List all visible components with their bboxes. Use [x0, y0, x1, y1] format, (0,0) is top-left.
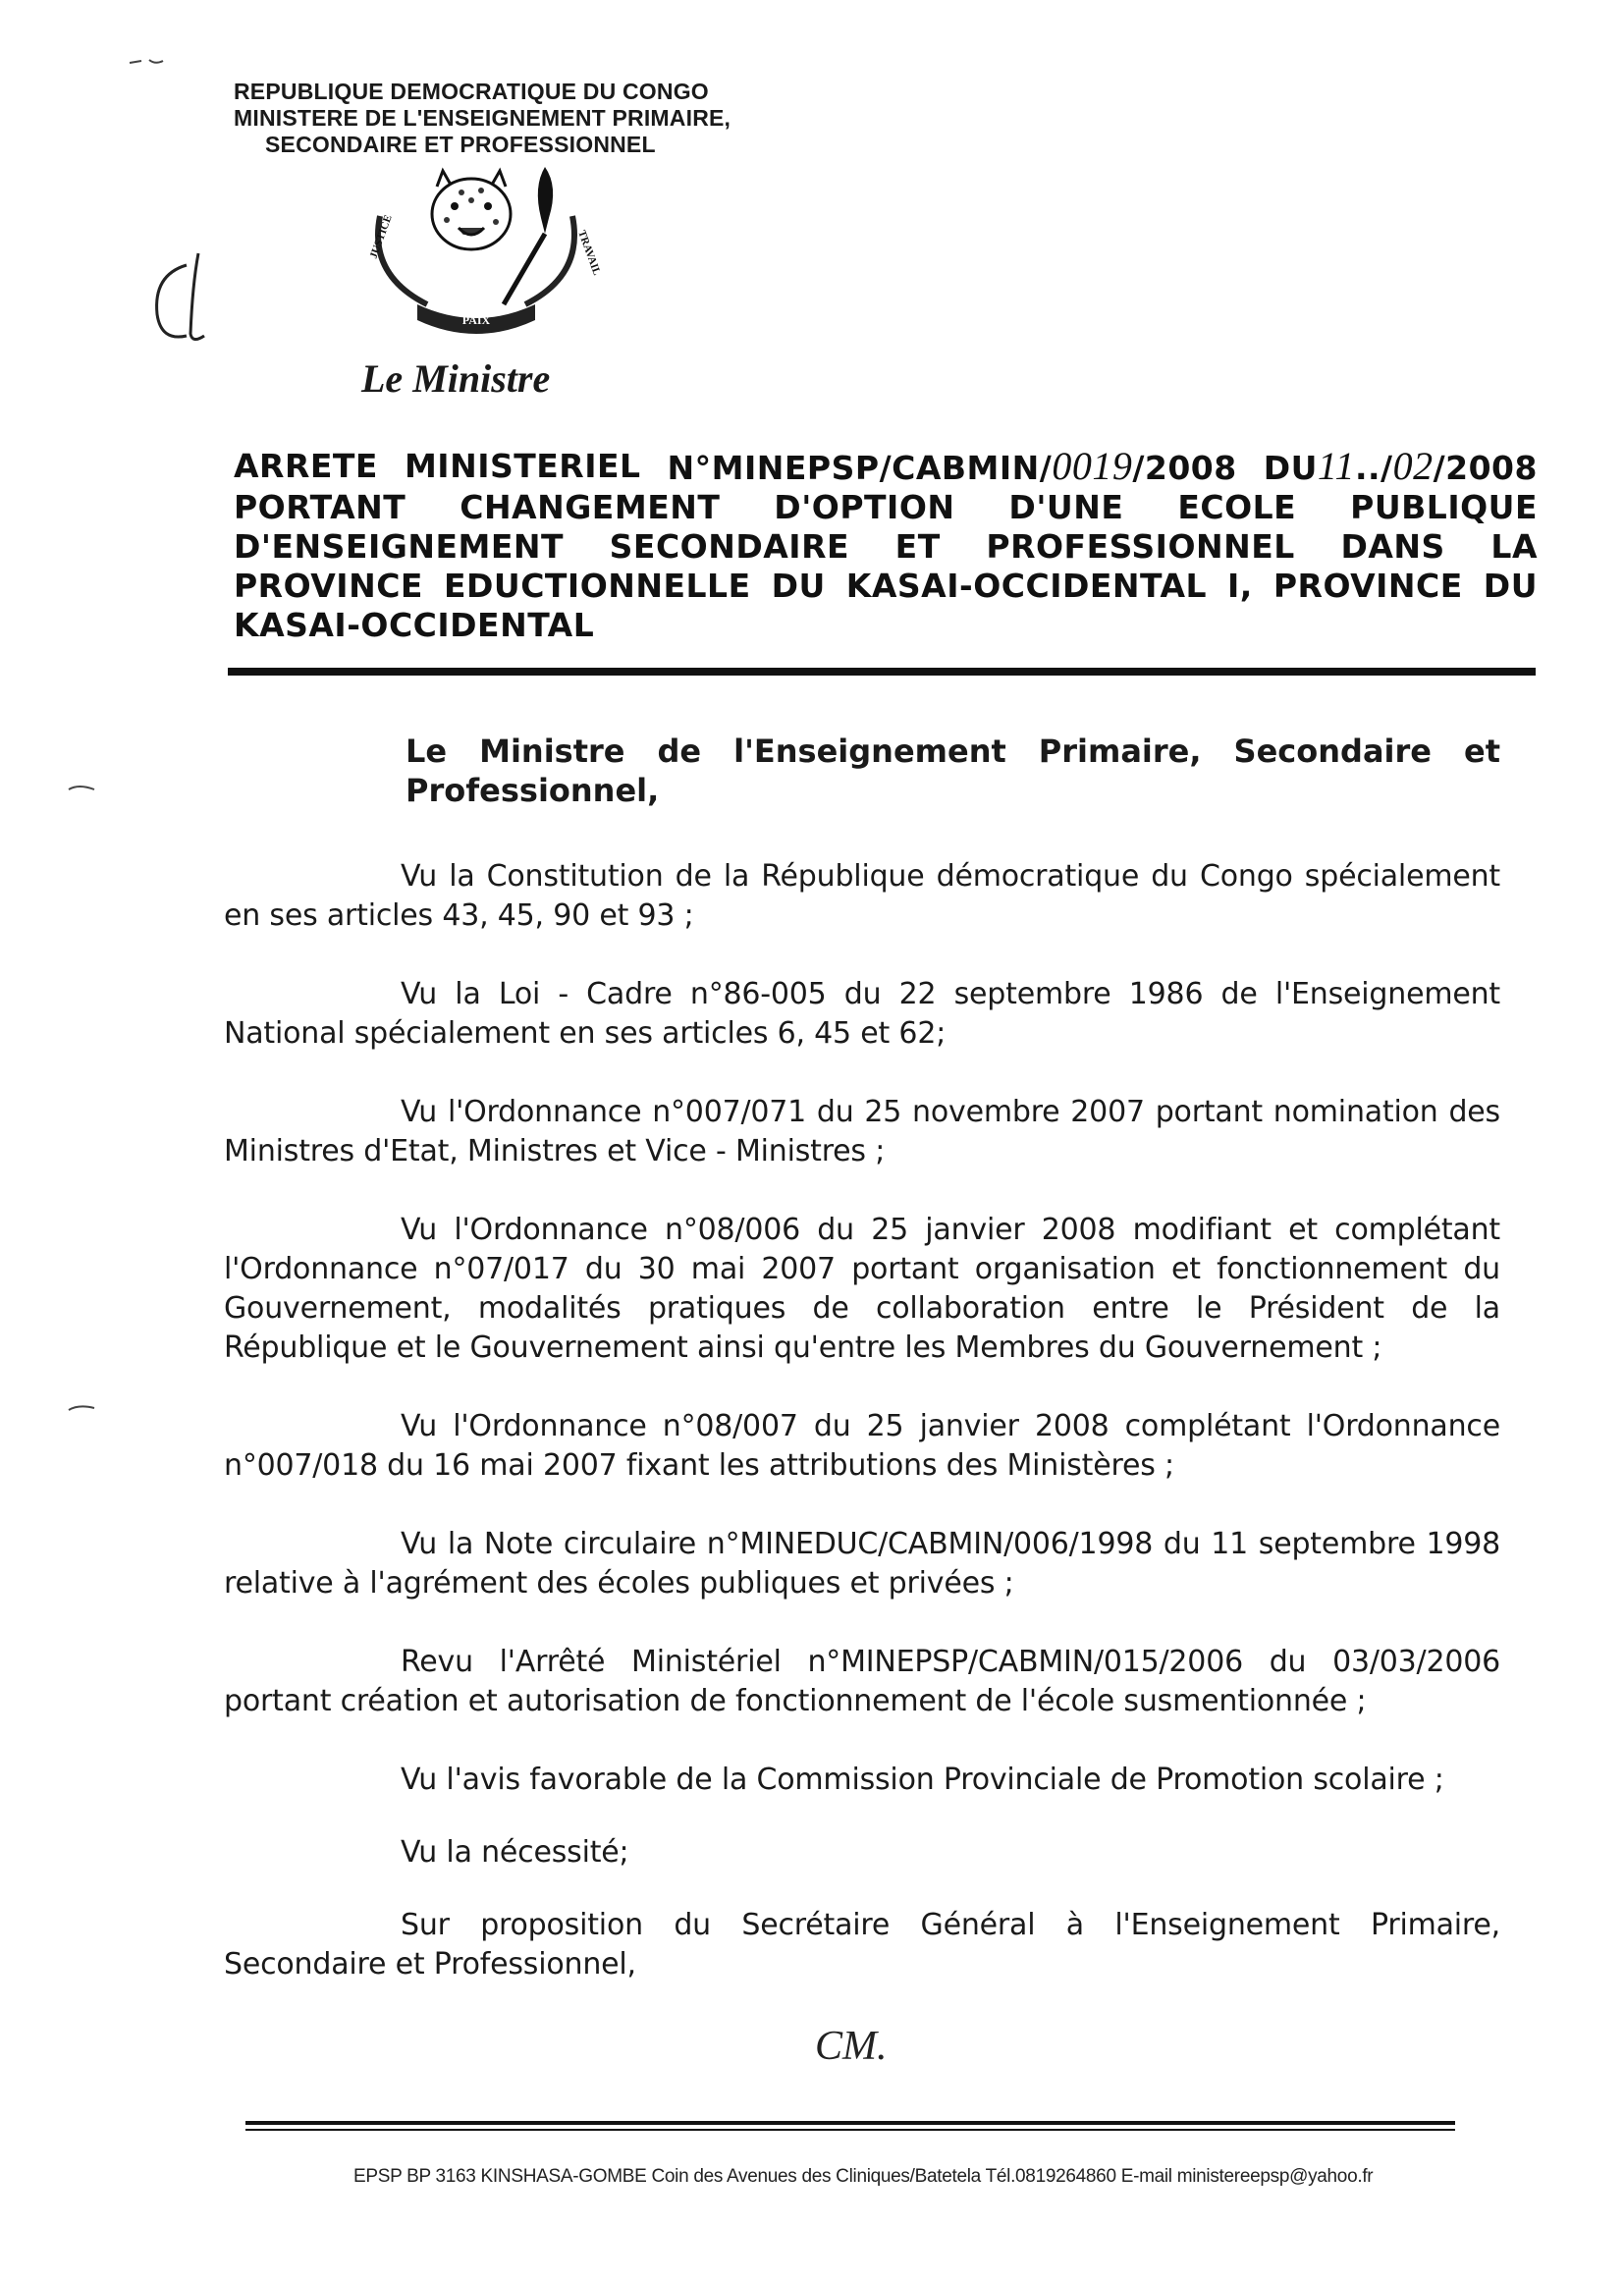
- letterhead-ministry-cont: SECONDAIRE ET PROFESSIONNEL: [265, 132, 656, 157]
- recital-ordonnance-nomination: Vu l'Ordonnance n°007/071 du 25 novembre 2007 portant nomination des Ministres d'Etat, Ministres et Vice - Ministres ;: [224, 1095, 1500, 1168]
- letterhead-country: REPUBLIQUE DEMOCRATIQUE DU CONGO: [234, 79, 709, 104]
- minister-heading: Le Ministre de l'Enseignement Primaire, Secondaire et Professionnel,: [406, 733, 1500, 809]
- recital-loi-cadre: Vu la Loi - Cadre n°86-005 du 22 septembre 1986 de l'Enseignement National spécialement en ses articles 6, 45 et 62;: [224, 977, 1500, 1051]
- decree-date-year: /2008: [1433, 449, 1538, 487]
- title-divider: [228, 668, 1536, 676]
- handwritten-initials: CM.: [815, 2024, 888, 2069]
- decree-number-prefix: N°MINEPSP/CABMIN/: [667, 449, 1053, 487]
- footer-address: EPSP BP 3163 KINSHASA-GOMBE Coin des Avenues des Cliniques/Batetela Tél.0819264860 E-mail ministereepsp@yahoo.fr: [353, 2166, 1374, 2187]
- letterhead-ministry: MINISTERE DE L'ENSEIGNEMENT PRIMAIRE,: [234, 105, 731, 131]
- recital-constitution: Vu la Constitution de la République démocratique du Congo spécialement en ses articles 43, 45, 90 et 93 ;: [224, 859, 1500, 933]
- decree-arrete: ARRETE: [234, 447, 378, 485]
- emblem-motto-right: TRAVAIL: [575, 228, 603, 278]
- emblem-motto-left: JUSTICE: [367, 213, 395, 261]
- recital-arrete-revu: Revu l'Arrêté Ministériel n°MINEPSP/CABMIN/015/2006 du 03/03/2006 portant création et autorisation de fonctionnement de l'école susmentionnée ;: [224, 1645, 1500, 1718]
- decree-subject: PORTANT CHANGEMENT D'OPTION D'UNE ECOLE PUBLIQUE D'ENSEIGNEMENT SECONDAIRE ET PROFESSIONNEL DANS LA PROVINCE EDUCTIONNELLE DU KASAI-OCCIDENTAL I, PROVINCE DU KASAI-OCCIDENTAL: [234, 488, 1538, 644]
- recital-ordonnance-attributions: Vu l'Ordonnance n°08/007 du 25 janvier 2008 complétant l'Ordonnance n°007/018 du 16 mai 2007 fixant les attributions des Ministères ;: [224, 1409, 1500, 1483]
- scan-mark-top: [128, 57, 167, 69]
- scan-mark-left-2: [65, 1402, 104, 1414]
- decree-number-handwritten: 0019: [1052, 444, 1133, 488]
- decree-number: [667, 444, 1237, 488]
- footer-divider-thin: [245, 2129, 1455, 2131]
- decree-ministeriel: MINISTERIEL: [404, 447, 641, 485]
- decree-date-day: 11: [1317, 444, 1355, 488]
- decree-body: [224, 732, 1500, 2024]
- coat-of-arms-emblem: [349, 157, 604, 344]
- recital-proposition: Sur proposition du Secrétaire Général à l'Enseignement Primaire, Secondaire et Professionnel,: [224, 1908, 1500, 1981]
- recital-note-circulaire: Vu la Note circulaire n°MINEDUC/CABMIN/006/1998 du 11 septembre 1998 relative à l'agrément des écoles publiques et privées ;: [224, 1527, 1500, 1601]
- decree-date-month: 02: [1392, 444, 1434, 488]
- signature-block-title: Le Ministre: [361, 356, 551, 401]
- scan-mark-left-1: [65, 782, 104, 793]
- letterhead: [234, 79, 731, 158]
- decree-number-line: [234, 444, 1538, 488]
- decree-title: [234, 444, 1538, 645]
- decree-date-sep: ../: [1354, 449, 1393, 487]
- decree-date-du: DU: [1263, 449, 1318, 487]
- recital-necessite: Vu la nécessité;: [401, 1835, 629, 1870]
- decree-number-suffix: /2008: [1132, 449, 1237, 487]
- recital-avis-favorable: Vu l'avis favorable de la Commission Provinciale de Promotion scolaire ;: [401, 1763, 1444, 1797]
- handwritten-margin-note: [147, 245, 226, 353]
- recital-ordonnance-organisation: Vu l'Ordonnance n°08/006 du 25 janvier 2008 modifiant et complétant l'Ordonnance n°07/017 du 30 mai 2007 portant organisation et fonctionnement du Gouvernement, modalités pratiques de collaboration entre le Président de la République et le Gouvernement ainsi qu'entre les Membres du Gouvernement ;: [224, 1213, 1500, 1365]
- emblem-motto-center: PAIX: [461, 313, 491, 327]
- decree-date: [1263, 444, 1538, 488]
- footer-divider-thick: [245, 2121, 1455, 2125]
